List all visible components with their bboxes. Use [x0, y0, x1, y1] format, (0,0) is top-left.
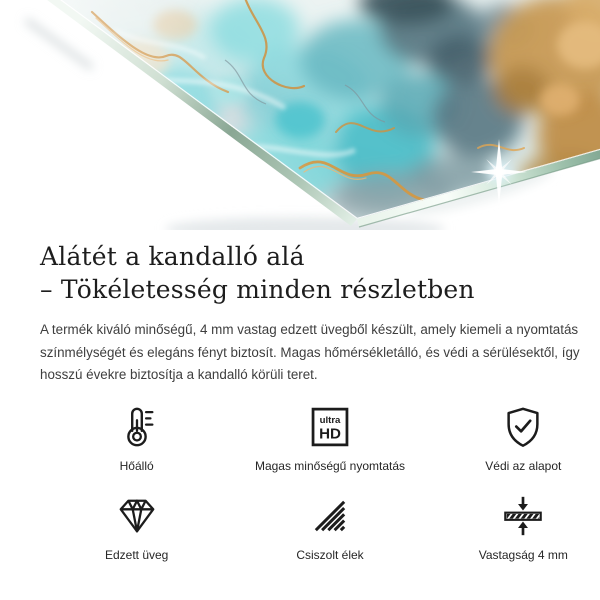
- feature-item-polished-edges: [233, 492, 426, 562]
- feature-item-base-protection: [427, 403, 600, 473]
- feature-label: Védi az alapot: [485, 458, 562, 473]
- svg-text:ultra: ultra: [319, 414, 341, 426]
- glass-panel-artwork: [0, 0, 600, 230]
- feature-item-tempered-glass: [40, 492, 233, 562]
- product-photo: [0, 0, 600, 230]
- feature-label: Edzett üveg: [104, 547, 169, 562]
- feature-item-print-quality: [233, 403, 426, 473]
- product-copy: [0, 240, 600, 562]
- feature-label: Csiszolt élek: [296, 547, 364, 562]
- page-title: [40, 240, 560, 306]
- feature-item-thickness: [427, 492, 600, 562]
- feature-label: Hőálló: [119, 458, 154, 473]
- hero-artwork-svg: [0, 0, 600, 230]
- title-line-1: Alátét a kandalló alá: [40, 242, 305, 271]
- diamond-icon: [114, 495, 160, 537]
- thermometer-icon: [114, 404, 160, 450]
- product-description: A termék kiváló minőségű, 4 mm vastag edzett üvegből készült, amely kiemeli a nyomtatás színmélységét és elegáns fényt biztosít. Magas hőmérsékletálló, és védi a sérülésektől, így hosszú évekre biztosítja a kandalló körüli teret.: [40, 322, 580, 382]
- ultra-hd-icon: [308, 405, 352, 449]
- feature-item-heat-resistant: [40, 403, 233, 473]
- svg-text:HD: HD: [319, 424, 341, 442]
- feature-label: Magas minőségű nyomtatás: [254, 458, 406, 473]
- shield-check-icon: [500, 404, 546, 450]
- feature-grid: [40, 403, 600, 562]
- thickness-icon: [500, 493, 546, 539]
- feature-label: Vastagság 4 mm: [478, 547, 568, 562]
- polished-edges-icon: [310, 496, 350, 536]
- title-line-2: – Tökéletesség minden részletben: [40, 275, 475, 304]
